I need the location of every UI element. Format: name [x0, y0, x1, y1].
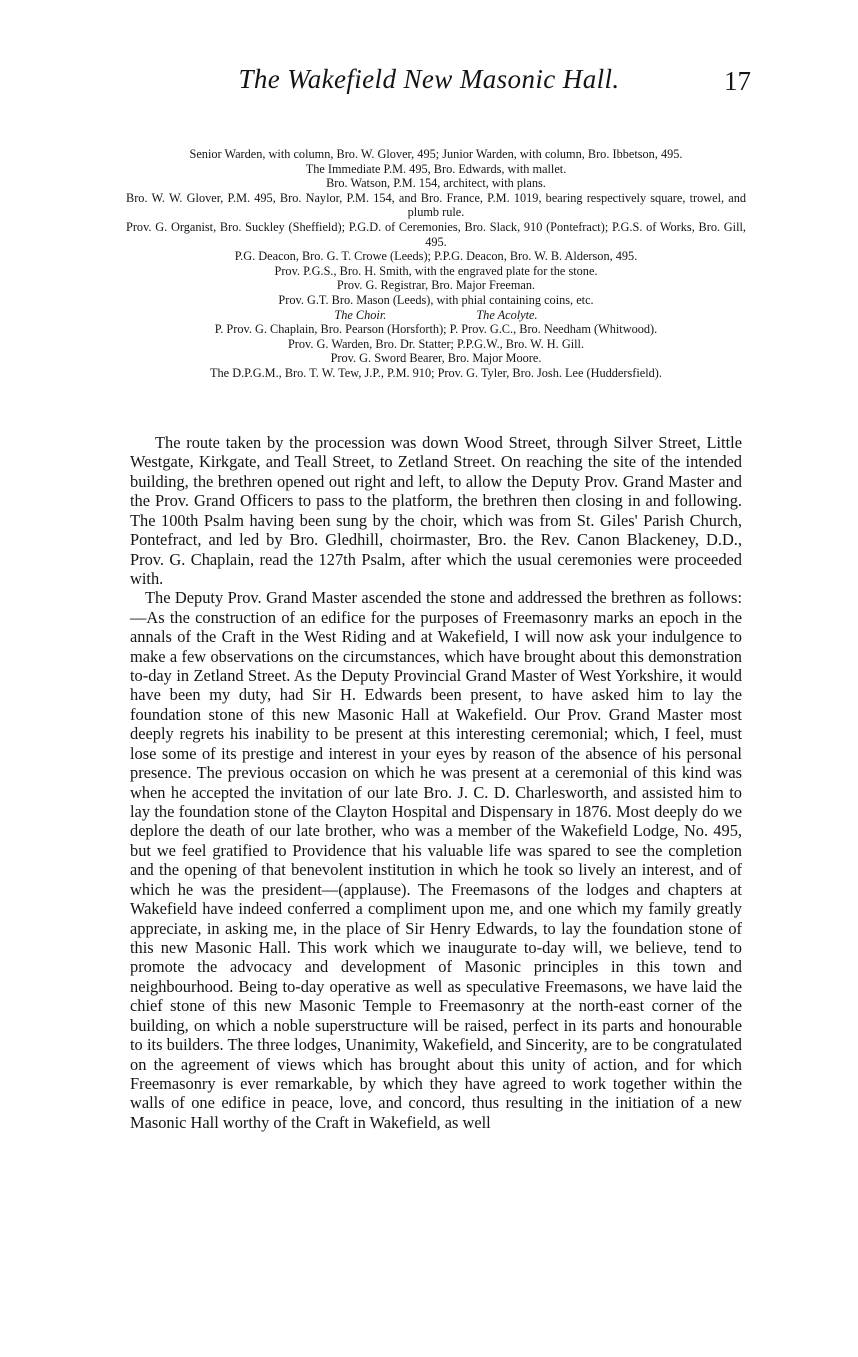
procession-line: Prov. G. Sword Bearer, Bro. Major Moore.	[330, 351, 542, 366]
procession-line: Prov. G.T. Bro. Mason (Leeds), with phial containing coins, etc.	[278, 292, 594, 307]
paragraph: The Deputy Prov. Grand Master ascended the stone and addressed the brethren as follows:—As the construction of an edifice for the purposes of Freemasonry marks an epoch in the annals of the Craft in the West Riding and at Wakefield, I will now ask your indulgence to make a few observations on the circumstances, which have brought about this demonstration to-day in Zetland Street. As the Deputy Provincial Grand Master of West Yorkshire, it would have been my duty, had Sir H. Edwards been present, to have asked him to lay the foundation stone of this new Masonic Hall at Wakefield. Our Prov. Grand Master most deeply regrets his inability to be present at this interesting ceremonial; which, I feel, must lose some of its prestige and interest in your eyes by reason of the absence of his personal presence. The previous occasion on which he was present at a ceremonial of this kind was when he accepted the invitation of our late Bro. J. C. D. Charlesworth, and assisted him to lay the foundation stone of the Clayton Hospital and Dispensary in 1876. Most deeply do we deplore the death of our late brother, who was a member of the Wakefield Lodge, No. 495, but we feel gratified to Providence that his valuable life was spared to see the completion and the opening of that benevolent institution in which he took so lively an interest, and of which he was the president—(applause). The Freemasons of the lodges and chapters at Wakefield have indeed conferred a compliment upon me, and one which my family greatly appreciate, in asking me, in the place of Sir Henry Edwards, to lay the foundation stone of this new Masonic Hall. This work which we inaugurate to-day will, we believe, tend to promote the advocacy and development of Masonic principles in this town and neighbourhood. Being to-day operative as well as speculative Freemasons, we have laid the chief stone of this new Masonic Temple to Freemasonry at the north-east corner of the building, on which a noble superstructure will be raised, perfect in its parts and honourable to its builders. The three lodges, Unanimity, Wakefield, and Sincerity, are to be congratulated on the agreement of views which has brought about this unity of action, and for which Freemasonry is ever remarkable, by which they have agreed to work together within the walls of one edifice in peace, love, and concord, thus resulting in the initiation of a new Masonic Hall worthy of the Craft in Wakefield, as well	[130, 588, 742, 1132]
procession-line: P. Prov. G. Chaplain, Bro. Pearson (Horsforth); P. Prov. G.C., Bro. Needham (Whitwood).	[214, 322, 658, 337]
procession-line: Prov. G. Organist, Bro. Suckley (Sheffield); P.G.D. of Ceremonies, Bro. Slack, 910 (Pontefract); P.G.S. of Works, Bro. Gill, 495.	[126, 219, 746, 249]
procession-pair	[126, 308, 746, 323]
procession-line: Prov. P.G.S., Bro. H. Smith, with the engraved plate for the stone.	[274, 263, 598, 278]
page-number: 17	[724, 66, 751, 96]
procession-line: P.G. Deacon, Bro. G. T. Crowe (Leeds); P.P.G. Deacon, Bro. W. B. Alderson, 495.	[234, 249, 638, 264]
procession-line: Bro. Watson, P.M. 154, architect, with plans.	[326, 176, 546, 191]
procession-line: Bro. W. W. Glover, P.M. 495, Bro. Naylor, P.M. 154, and Bro. France, P.M. 1019, bearing respectively square, trowel, and plumb rule.	[126, 190, 746, 220]
procession-line: The Immediate P.M. 495, Bro. Edwards, with mallet.	[305, 161, 567, 176]
procession-line: Senior Warden, with column, Bro. W. Glover, 495; Junior Warden, with column, Bro. Ibbetson, 495.	[189, 147, 683, 161]
procession-line: The D.P.G.M., Bro. T. W. Tew, J.P., P.M. 910; Prov. G. Tyler, Bro. Josh. Lee (Huddersfield).	[210, 365, 662, 380]
procession-line: Prov. G. Registrar, Bro. Major Freeman.	[336, 278, 536, 293]
acolyte-label: The Acolyte.	[476, 307, 538, 322]
choir-label: The Choir.	[334, 307, 387, 322]
running-head	[0, 64, 858, 104]
page-title: The Wakefield New Masonic Hall.	[238, 64, 620, 94]
body-text	[130, 433, 742, 1132]
procession-line: Prov. G. Warden, Bro. Dr. Statter; P.P.G.W., Bro. W. H. Gill.	[287, 336, 585, 351]
paragraph: The route taken by the procession was down Wood Street, through Silver Street, Little Westgate, Kirkgate, and Teall Street, to Zetland Street. On reaching the site of the intended building, the brethren opened out right and left, to allow the Deputy Prov. Grand Master and the Prov. Grand Officers to pass to the platform, the brethren then closing in and following. The 100th Psalm having been sung by the choir, which was from St. Giles' Parish Church, Pontefract, and led by Bro. Gledhill, choirmaster, Bro. the Rev. Canon Blackeney, D.D., Prov. G. Chaplain, read the 127th Psalm, after which the usual ceremonies were proceeded with.	[130, 433, 742, 588]
procession-list	[126, 147, 746, 381]
